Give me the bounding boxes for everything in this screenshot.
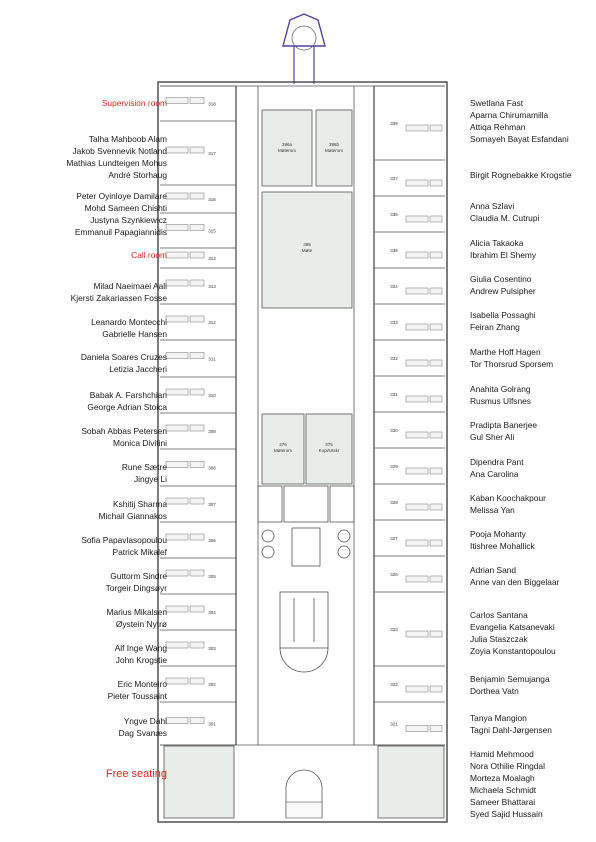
room-396b-name: Møterom (325, 148, 343, 153)
room-326-occupants: Adrian Sand Anne van den Biggelaar (470, 565, 560, 587)
desk (166, 316, 188, 322)
desk (406, 540, 428, 546)
desk (430, 252, 442, 258)
room-329-occupants: Dipendra Pant Ana Carolina (470, 457, 524, 479)
room-396a-num: 396a (281, 142, 293, 147)
room-331-occupants: Anahita Golrang Rusmus Ulfsnes (470, 384, 531, 406)
room-311-occupants: Babak A. Farshchian George Adrian Stoica (87, 390, 167, 412)
room-322-occupants: Tanya Mangion Tagni Dahl-Jørgensen (470, 713, 552, 735)
desk (166, 534, 188, 540)
room-number: 326 (390, 572, 398, 577)
desk (190, 147, 204, 153)
room-309-occupants: Rune Sætre Jingye Li (121, 462, 167, 484)
desk (190, 462, 204, 468)
room-number: 321 (390, 721, 398, 727)
room-307-occupants: Sofia Papavlasopoulou Patrick Mikalef (81, 535, 167, 557)
desk (430, 576, 442, 582)
desk (190, 98, 204, 104)
room-339-occupants: Swetlana Fast Aparna Chirumamilla Attiqa Rehman Somayeh Bayat Esfandani (470, 98, 569, 144)
room-332-occupants: Marthe Hoff Hagen Tor Thorsrud Sporsem (470, 347, 554, 369)
desk (166, 462, 188, 468)
main-stair (280, 592, 328, 648)
room-395-name: Møte (301, 248, 313, 253)
room-number: 307 (208, 502, 216, 507)
room-395-num: 395 (303, 242, 311, 247)
desk (406, 252, 428, 258)
top-stair-tower (283, 14, 325, 46)
room-322a-occupants: Benjamin Semujanga Dorthea Vatn (470, 674, 550, 696)
room-315-occupants: Peter Oyinloye Damilare Mohd Sameen Chishti Justyna Szynkiewicz Emmanuil Papagiannidis (74, 191, 167, 237)
supervision-room-label: Supervision room (101, 98, 167, 108)
desk (190, 389, 204, 395)
room-number: 318 (208, 101, 216, 107)
room-number: 327 (390, 536, 398, 541)
toilet-left (258, 486, 282, 522)
room-number: 303 (208, 646, 216, 651)
desk (406, 360, 428, 366)
desk (406, 504, 428, 510)
room-number: 306 (208, 538, 216, 543)
room-number: 311 (208, 356, 216, 362)
room-308-occupants: Kshitij Sharma Michail Giannakos (98, 499, 167, 521)
room-375-num: 375 (325, 442, 333, 447)
desk (430, 180, 442, 186)
desk (166, 225, 188, 231)
free-seating-label: Free seating (105, 768, 167, 780)
desk (406, 396, 428, 402)
room-396a-name: Møterom (278, 148, 296, 153)
room-312-occupants: Daniela Soares Cruzes Letizia Jaccheri (80, 352, 167, 374)
room-number: 329 (390, 464, 398, 469)
room-number: 302 (208, 682, 216, 687)
desk (190, 534, 204, 540)
room-number: 331 (390, 392, 398, 397)
elevator (292, 528, 320, 566)
room-number: 322 (390, 682, 398, 687)
room-302-occupants: Yngve Dahl Dag Svanæs (118, 716, 167, 738)
desk (190, 498, 204, 504)
desk (166, 570, 188, 576)
room-number: 305 (208, 574, 216, 579)
call-room-label: Call room (131, 250, 167, 260)
desk (166, 606, 188, 612)
room-327-occupants: Pooja Mohanty Itishree Mohallick (470, 529, 535, 551)
room-number: 313 (208, 284, 216, 289)
desk (166, 718, 188, 724)
desk (166, 252, 188, 258)
room-301 (164, 746, 234, 818)
desk (430, 125, 442, 131)
desk (166, 498, 188, 504)
room-number: 304 (208, 610, 216, 615)
room-number: 333 (390, 320, 398, 325)
room-314-occupants: Milad Naeimaei Aali Kjersti Zakariassen Fosse (70, 281, 167, 303)
room-328-occupants: Kaban Koochakpour Melissa Yan (470, 493, 546, 515)
room-number: 335 (390, 248, 398, 253)
room-number: 317 (208, 151, 216, 156)
desk (430, 360, 442, 366)
desk (190, 425, 204, 431)
desk (190, 606, 204, 612)
room-313-occupants: Leanardo Montecchi Gabrielle Hansen (91, 317, 167, 339)
room-375-name: Kopi/Utskr (318, 448, 340, 453)
room-335-occupants: Alicia Takaoka Ibrahim El Shemy (470, 238, 537, 260)
desk (190, 225, 204, 231)
core-block (284, 486, 328, 522)
desk (190, 642, 204, 648)
room-310-occupants: Sobah Abbas Petersen Monica Divitini (81, 426, 167, 448)
desk (430, 504, 442, 510)
room-number: 316 (208, 197, 216, 202)
desk (406, 216, 428, 222)
room-334-occupants: Giulia Cosentino Andrew Pulsipher (470, 274, 536, 296)
room-number: 332 (390, 356, 398, 361)
desk (190, 252, 204, 258)
desk (166, 193, 188, 199)
room-376-name: Møterom (274, 448, 292, 453)
desk (406, 180, 428, 186)
room-337-occupants: Birgit Rognebakke Krogstie (470, 170, 572, 180)
desk (430, 324, 442, 330)
desk (406, 631, 428, 637)
desk (166, 642, 188, 648)
room-321-occupants: Hamid Mehmood Nora Othilie Ringdal Morteza Moalagh Michaela Schmidt Sameer Bhattarai Syed Sajid Hussain (470, 749, 545, 819)
desk (406, 726, 428, 732)
desk (430, 396, 442, 402)
room-number: 315 (208, 228, 216, 234)
desk (190, 678, 204, 684)
desk (190, 570, 204, 576)
room-305-occupants: Marius Mikalsen Øystein Nytrø (106, 607, 167, 629)
room-376-num: 376 (279, 442, 287, 447)
desk (166, 147, 188, 153)
desk (406, 324, 428, 330)
desk (190, 718, 204, 724)
desk (190, 280, 204, 286)
room-number: 308 (208, 465, 216, 471)
room-number: 312 (208, 320, 216, 325)
desk (430, 216, 442, 222)
room-number: 309 (208, 429, 216, 434)
room-number: 336 (390, 212, 398, 217)
room-number: 314 (208, 256, 216, 261)
room-317-occupants: Talha Mahboob Alam Jakob Svennevik Notland Mathias Lundteigen Mohus André Storhaug (66, 134, 167, 180)
desk (406, 432, 428, 438)
desk (430, 726, 442, 732)
desk (406, 468, 428, 474)
room-number: 323 (390, 627, 398, 632)
desk (190, 353, 204, 359)
desk (406, 125, 428, 131)
desk (190, 193, 204, 199)
desk (166, 98, 188, 104)
room-336-occupants: Anna Szlavi Claudia M. Cutrupi (470, 201, 540, 223)
desk (166, 353, 188, 359)
room-number: 301 (208, 721, 216, 727)
desk (406, 576, 428, 582)
room-303-occupants: Eric Monteiro Pieter Toussaint (107, 679, 167, 701)
desk (166, 678, 188, 684)
desk (430, 686, 442, 692)
room-306-occupants: Guttorm Sindre Torgeir Dingsøyr (105, 571, 167, 593)
room-323-occupants: Carlos Santana Evangelia Katsanevaki Julia Staszczak Zoyia Konstantopoulou (470, 610, 556, 656)
desk (166, 425, 188, 431)
toilet-right (330, 486, 354, 522)
room-number: 330 (390, 428, 398, 433)
desk (406, 288, 428, 294)
desk (430, 468, 442, 474)
desk (430, 432, 442, 438)
desk (190, 316, 204, 322)
desk (430, 540, 442, 546)
desk (406, 686, 428, 692)
room-304-occupants: Alf Inge Wang John Krogstie (114, 643, 167, 665)
room-number: 310 (208, 393, 216, 398)
desk (166, 280, 188, 286)
room-number: 328 (390, 500, 398, 505)
desk (166, 389, 188, 395)
room-321 (378, 746, 444, 818)
desk (430, 631, 442, 637)
room-number: 339 (390, 121, 398, 126)
room-330-occupants: Pradipta Banerjee Gul Sher Ali (470, 420, 538, 442)
room-396b-num: 396b (328, 142, 340, 147)
desk (430, 288, 442, 294)
room-number: 337 (390, 176, 398, 181)
room-number: 334 (390, 284, 398, 289)
room-333-occupants: Isabella Possaghi Feiran Zhang (470, 310, 536, 332)
